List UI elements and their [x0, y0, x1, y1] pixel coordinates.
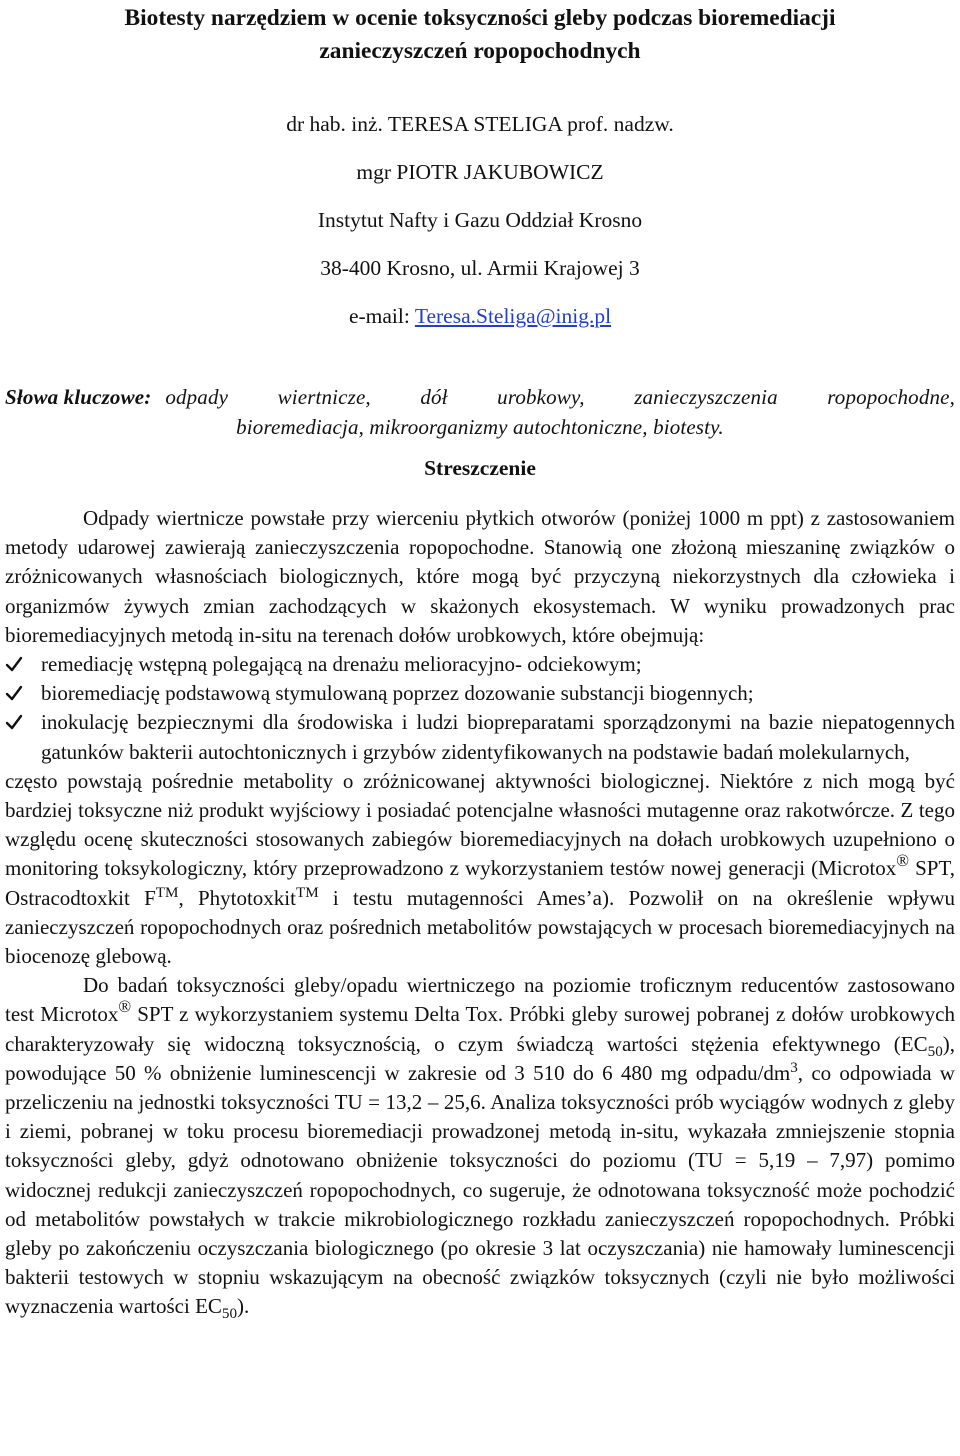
subscript: 50	[221, 1306, 238, 1323]
keywords-label: Słowa kluczowe:	[5, 385, 152, 409]
list-item-text: remediację wstępną polegającą na drenażu melioracyjno- odciekowym;	[41, 652, 642, 677]
keywords	[5, 382, 955, 442]
text-run: SPT z wykorzystaniem systemu Delta Tox. Próbki gleby surowej pobranej z dołów urobkowych charakteryzowały się widoczną toksycznością, o czym świadczą wartości stężenia efektywnego (EC	[5, 1002, 955, 1056]
email-line	[5, 304, 955, 328]
title-line-2: zanieczyszczeń ropopochodnych	[319, 38, 641, 64]
author-block	[5, 112, 955, 328]
keywords-line-1	[5, 382, 955, 412]
email-label: e-mail:	[348, 304, 415, 328]
email-link[interactable]: Teresa.Steliga@inig.pl	[414, 304, 612, 328]
registered-mark: ®	[118, 997, 132, 1017]
text-run: SPT, Ostracodtoxkit F	[5, 856, 955, 910]
checkmark-icon	[5, 684, 23, 702]
document-page	[5, 0, 955, 1322]
author-2: mgr PIOTR JAKUBOWICZ	[356, 160, 604, 184]
address: 38-400 Krosno, ul. Armii Krajowej 3	[320, 256, 640, 280]
trademark-mark: TM	[155, 884, 179, 901]
text-run: ), powodujące 50 % obniżenie luminescencji w zakresie od 3 510 do 6 480 mg odpadu/dm	[5, 1031, 955, 1085]
text-run: i testu mutagenności Ames’a). Pozwolił on na określenie wpływu zanieczyszczeń ropopochodnych oraz pośrednich metabolitów powstających w procesach bioremediacyjnych na biocenozę glebową.	[5, 885, 955, 969]
text-run: , co odpowiada w przeliczeniu na jednostki toksyczności TU = 13,2 – 25,6. Analiza toksyczności prób wyciągów wodnych z gleby i ziemi, pobranej w toku procesu bioremediacji prowadzonej metodą in-situ, wykazała zmniejszenie stopnia toksyczności gleby, gdyż odnotowano obniżenie toksyczności do poziomu (TU = 5,19 – 7,97) pomimo widocznej redukcji zanieczyszczeń ropopochodnych, co sugeruje, że odnotowana toksyczność może pochodzić od metabolitów powstałych w trakcie mikrobiologicznego rozkładu zanieczyszczeń ropopochodnych. Próbki gleby po zakończeniu oczyszczania biologicznego (po okresie 3 lat oczyszczania) nie hamowały luminescencji bakterii testowych w stopniu wskazującym na obecność związków toksycznych (czyli nie było możliwości wyznaczenia wartości EC	[5, 1060, 955, 1319]
list-item-text: bioremediację podstawową stymulowaną poprzez dozowanie substancji biogennych;	[41, 681, 754, 706]
trademark-mark: TM	[295, 884, 319, 901]
list-item	[5, 679, 955, 708]
list-item	[5, 708, 955, 766]
checkmark-icon	[5, 713, 23, 731]
paper-title	[5, 2, 955, 68]
abstract-intro: Odpady wiertnicze powstałe przy wierceniu płytkich otworów (poniżej 1000 m ppt) z zastosowaniem metody udarowej zawierają zanieczyszczenia ropopochodne. Stanowią one złożoną mieszaninę związków o zróżnicowanych własnościach biologicznych, które mogą być przyczyną niekorzystnych dla człowieka i organizmów żywych zmian zachodzących w skażonych ekosystemach. W wyniku prowadzonych prac bioremediacyjnych metodą in-situ na terenach dołów urobkowych, które obejmują:	[5, 506, 955, 647]
checkmark-icon	[5, 655, 23, 673]
list-item-text: inokulację bezpiecznymi dla środowiska i ludzi biopreparatami sporządzonymi na bazie niepatogennych gatunków bakterii autochtonicznych i grzybów zidentyfikowanych na podstawie badań molekularnych,	[41, 710, 955, 764]
registered-mark: ®	[896, 851, 910, 871]
title-line-1: Biotesty narzędziem w ocenie toksyczności gleby podczas bioremediacji	[124, 5, 836, 31]
paragraph-3	[5, 971, 955, 1321]
superscript: 3	[790, 1059, 798, 1076]
text-run: Do badań toksyczności gleby/opadu wiertniczego na poziomie troficznym reducentów zastosowano test Microtox	[5, 973, 955, 1027]
bullet-list	[5, 650, 955, 767]
author-1: dr hab. inż. TERESA STELIGA prof. nadzw.	[286, 112, 674, 136]
text-run: często powstają pośrednie metabolity o zróżnicowanej aktywności biologicznej. Niektóre z nich mogą być bardziej toksyczne niż produkt wyjściowy i posiadać potencjalne własności mutagenne oraz rakotwórcze. Z tego względu ocenę skuteczności stosowanych zabiegów bioremediacyjnych na dołach urobkowych uzupełniono o monitoring toksykologiczny, który przeprowadzono z wykorzystaniem testów nowej generacji (Microtox	[5, 768, 955, 881]
list-item	[5, 650, 955, 679]
text-run: ).	[237, 1294, 250, 1319]
paragraph-2	[5, 767, 955, 971]
abstract-heading: Streszczenie	[424, 456, 536, 480]
keywords-line-2: bioremediacja, mikroorganizmy autochtoniczne, biotesty.	[236, 415, 724, 439]
institution: Instytut Nafty i Gazu Oddział Krosno	[317, 208, 643, 232]
text-run: , Phytotoxkit	[178, 885, 296, 910]
keywords-text-1: odpady wiertnicze, dół urobkowy, zanieczyszczenia ropopochodne,	[165, 385, 955, 409]
subscript: 50	[927, 1043, 943, 1060]
